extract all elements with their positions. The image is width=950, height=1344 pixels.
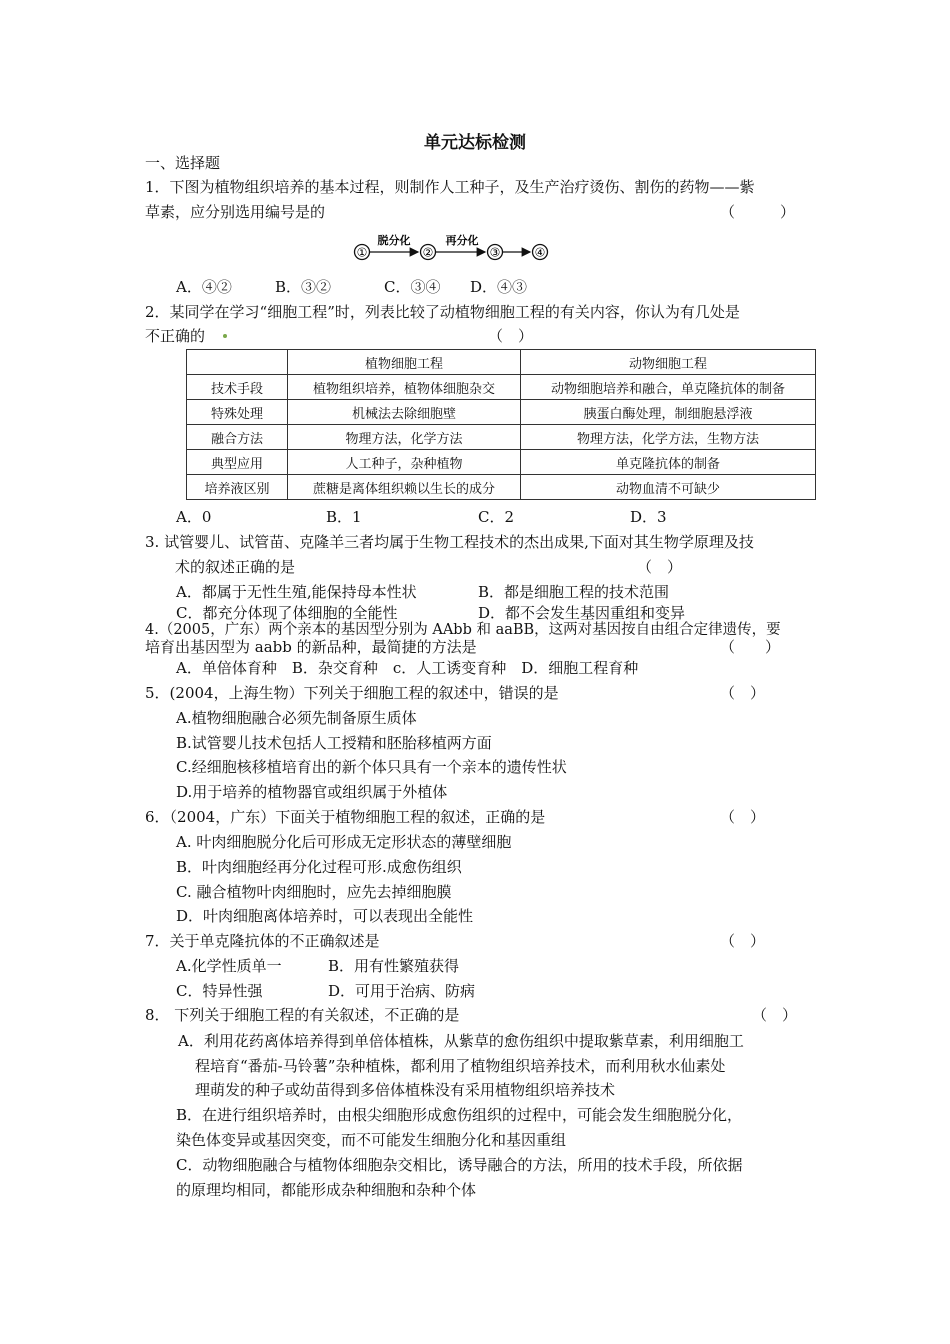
- q2-option-a: A．0: [176, 508, 212, 526]
- q6-option-c: C. 融合植物叶肉细胞时，应先去掉细胞膜: [176, 883, 452, 901]
- table-cell: 胰蛋白酶处理，制细胞悬浮液: [521, 400, 816, 425]
- q1-option-c: C．③④: [384, 278, 441, 296]
- table-cell: 单克隆抗体的制备: [521, 450, 816, 475]
- q1-option-a: A．④②: [176, 278, 232, 296]
- q7-option-b: B．用有性繁殖获得: [328, 957, 460, 975]
- q8-answer-paren: （ ）: [752, 1006, 798, 1024]
- q4-options: A．单倍体育种 B．杂交育种 c．人工诱变育种 D．细胞工程育种: [176, 659, 639, 677]
- table-cell: 物理方法，化学方法: [288, 425, 521, 450]
- table-cell: 植物组织培养，植物体细胞杂交: [288, 375, 521, 400]
- q7-answer-paren: （ ）: [720, 932, 766, 950]
- table-cell: 特殊处理: [187, 400, 288, 425]
- table-cell: 动物细胞培养和融合，单克隆抗体的制备: [521, 375, 816, 400]
- q5-option-d: D.用于培养的植物器官或组织属于外植体: [176, 783, 448, 801]
- q1-line1: 1．下图为植物组织培养的基本过程，则制作人工种子，及生产治疗烫伤、割伤的药物——紫: [145, 178, 755, 196]
- q6-answer-paren: （ ）: [720, 808, 766, 826]
- q1-option-d: D．④③: [470, 278, 528, 296]
- table-row: [187, 475, 816, 500]
- q2-line1: 2．某同学在学习“细胞工程”时，列表比较了动植物细胞工程的有关内容，你认为有几处是: [145, 303, 740, 321]
- q7-line1: 7．关于单克隆抗体的不正确叙述是: [145, 932, 380, 950]
- q5-option-b: B.试管婴儿技术包括人工授精和胚胎移植两方面: [176, 734, 492, 752]
- q1-line2: 草素，应分别选用编号是的: [145, 203, 326, 221]
- q3-option-b: B．都是细胞工程的技术范围: [478, 583, 670, 601]
- q4-line2: 培育出基因型为 aabb 的新品种，最简捷的方法是: [145, 638, 477, 656]
- flow-label-dedifferentiation: 脱分化: [377, 234, 411, 247]
- q3-line1: 3. 试管婴儿、试管苗、克隆羊三者均属于生物工程技术的杰出成果,下面对其生物学原理及技: [145, 533, 754, 551]
- q1-answer-paren: （ ）: [720, 203, 796, 221]
- flow-node-2-label: ②: [422, 245, 434, 260]
- table-row: [187, 375, 816, 400]
- flow-node-1-label: ①: [356, 245, 368, 260]
- table-row: [187, 425, 816, 450]
- flow-label-redifferentiation: 再分化: [445, 234, 479, 247]
- q3-answer-paren: （ ）: [637, 558, 683, 576]
- stray-mark: [223, 334, 227, 338]
- table-header-row: [187, 350, 816, 375]
- q1-option-b: B．③②: [275, 278, 332, 296]
- section-heading: 一、选择题: [145, 154, 221, 172]
- table-cell: 机械法去除细胞壁: [288, 400, 521, 425]
- q4-answer-paren: （ ）: [720, 638, 781, 656]
- table-header-cell: [187, 350, 288, 375]
- table-cell: 人工种子，杂种植物: [288, 450, 521, 475]
- table-row: [187, 400, 816, 425]
- q2-line2: 不正确的: [145, 327, 206, 345]
- q7-option-d: D．可用于治病、防病: [328, 982, 476, 1000]
- q4-line1: 4.（2005，广东）两个亲本的基因型分别为 AAbb 和 aaBB，这两对基因按自由组合定律遗传，要: [145, 622, 781, 638]
- q5-option-c: C.经细胞核移植培育出的新个体只具有一个亲本的遗传性状: [176, 758, 567, 776]
- q8-option-b-line2: 染色体变异或基因突变，而不可能发生细胞分化和基因重组: [176, 1131, 567, 1149]
- culture-flow-diagram: [352, 232, 552, 262]
- q7-option-a: A.化学性质单一: [176, 957, 282, 975]
- table-cell: 典型应用: [187, 450, 288, 475]
- q7-option-c: C．特异性强: [176, 982, 263, 1000]
- q5-line1: 5．(2004，上海生物）下列关于细胞工程的叙述中，错误的是: [145, 684, 559, 702]
- table-header-cell: 动物细胞工程: [521, 350, 816, 375]
- q5-answer-paren: （ ）: [720, 684, 766, 702]
- table-cell: 融合方法: [187, 425, 288, 450]
- q6-option-d: D．叶肉细胞离体培养时，可以表现出全能性: [176, 907, 474, 925]
- table-cell: 培养液区别: [187, 475, 288, 500]
- q5-option-a: A.植物细胞融合必须先制备原生质体: [176, 709, 417, 727]
- comparison-table: [186, 349, 816, 500]
- q3-option-a: A．都属于无性生殖,能保持母本性状: [176, 583, 417, 601]
- q3-option-c: C．都充分体现了体细胞的全能性: [176, 604, 398, 622]
- q2-option-b: B．1: [326, 508, 362, 526]
- table-cell: 蔗糖是离体组织赖以生长的成分: [288, 475, 521, 500]
- table-cell: 动物血清不可缺少: [521, 475, 816, 500]
- q6-option-b: B．叶肉细胞经再分化过程可形.成愈伤组织: [176, 858, 462, 876]
- q8-option-c-line2: 的原理均相同，都能形成杂种细胞和杂种个体: [176, 1181, 477, 1199]
- page-title: 单元达标检测: [424, 133, 526, 153]
- q2-answer-paren: （ ）: [488, 327, 534, 345]
- table-cell: 技术手段: [187, 375, 288, 400]
- q8-line1: 8． 下列关于细胞工程的有关叙述，不正确的是: [145, 1006, 460, 1024]
- flow-node-3-label: ③: [489, 245, 501, 260]
- q2-option-c: C．2: [478, 508, 515, 526]
- table-row: [187, 450, 816, 475]
- flow-node-4-label: ④: [534, 245, 546, 260]
- q6-line1: 6．（2004，广东）下面关于植物细胞工程的叙述，正确的是: [145, 808, 546, 826]
- q8-option-c-line1: C．动物细胞融合与植物体细胞杂交相比，诱导融合的方法，所用的技术手段，所依据: [176, 1156, 743, 1174]
- q6-option-a: A. 叶肉细胞脱分化后可形成无定形状态的薄壁细胞: [176, 833, 512, 851]
- q8-option-a-line2: 程培育“番茄-马铃薯”杂种植株，都利用了植物组织培养技术，而利用秋水仙素处: [195, 1057, 726, 1075]
- q2-option-d: D．3: [630, 508, 667, 526]
- q3-line2: 术的叙述正确的是: [175, 558, 296, 576]
- table-header-cell: 植物细胞工程: [288, 350, 521, 375]
- table-cell: 物理方法，化学方法，生物方法: [521, 425, 816, 450]
- q8-option-b-line1: B．在进行组织培养时，由根尖细胞形成愈伤组织的过程中，可能会发生细胞脱分化，: [176, 1106, 743, 1124]
- q8-option-a-line1: A．利用花药离体培养得到单倍体植株，从紫草的愈伤组织中提取紫草素，利用细胞工: [178, 1032, 744, 1050]
- q8-option-a-line3: 理萌发的种子或幼苗得到多倍体植株没有采用植物组织培养技术: [195, 1081, 616, 1099]
- q3-option-d: D．都不会发生基因重组和变异: [478, 604, 686, 622]
